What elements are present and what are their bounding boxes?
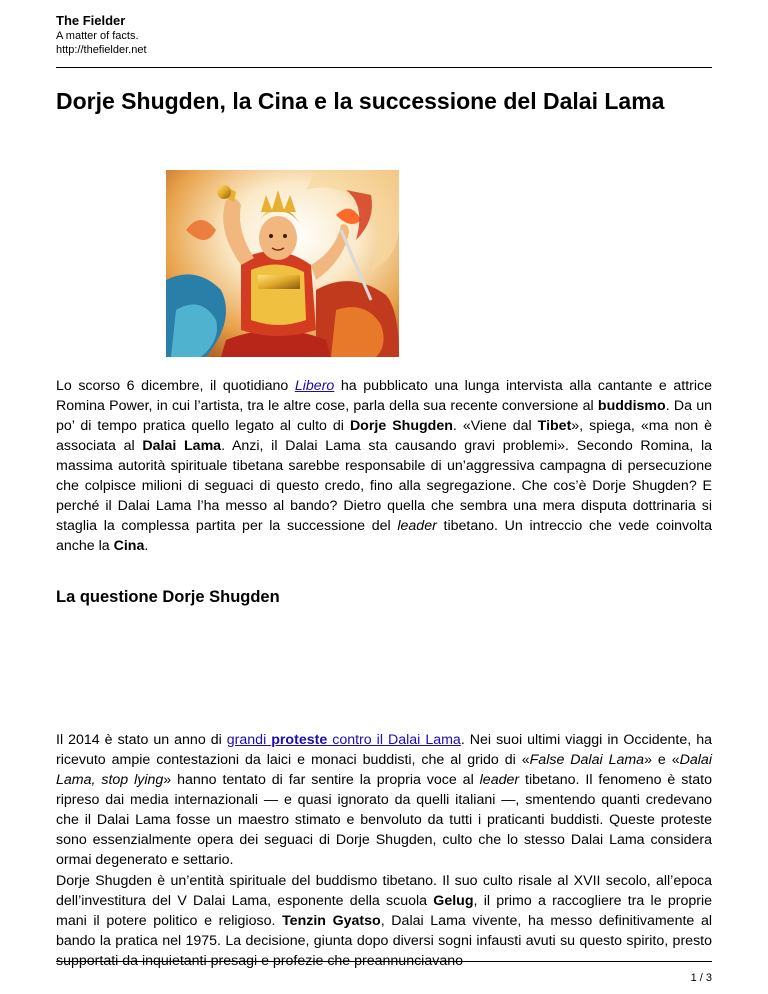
italic-leader: leader: [397, 518, 437, 534]
article-hero-image: [166, 170, 399, 357]
text-run: . Nei suoi ultimi viaggi in Occidente, ha ricevuto ampie contestazioni da laici e monaci buddisti, che al grido di «: [56, 732, 712, 768]
section-heading: La questione Dorje Shugden: [56, 588, 280, 606]
site-url: http://thefielder.net: [56, 44, 147, 56]
text-run: , il primo a raccogliere tra le proprie mani il potere politico e religioso.: [56, 893, 712, 929]
italic-stop-lying: Dalai Lama, stop lying: [56, 752, 712, 788]
link-text-bold: proteste: [271, 732, 328, 748]
text-run: Lo scorso 6 dicembre, il quotidiano: [56, 378, 295, 394]
text-run: » e «: [644, 752, 680, 768]
dorje-shugden-statue-image: [166, 170, 399, 357]
libero-link[interactable]: Libero: [294, 378, 335, 394]
protests-link[interactable]: [227, 732, 461, 748]
text-run: ha pubblicato una lunga intervista alla cantante e attrice Romina Power, in cui l’artista, tra le altre cose, parla della sua recente conversione al: [56, 378, 712, 414]
header-divider: [56, 67, 712, 68]
text-run: . Da un po’ di tempo pratica quello legato al culto di: [56, 398, 712, 434]
text-run: Il 2014 è stato un anno di: [56, 732, 227, 748]
text-run: » hanno tentato di far sentire la propria voce al: [163, 772, 480, 788]
bold-gelug: Gelug: [433, 893, 474, 909]
paragraph-intro: [56, 376, 712, 556]
paragraph-history: [56, 871, 712, 971]
text-run: », spiega, «ma non è associata al: [56, 418, 712, 454]
page-number: 1 / 3: [690, 972, 712, 984]
paragraph-protests: [56, 730, 712, 870]
text-run: . «Viene dal: [452, 418, 538, 434]
text-run: . Anzi, il Dalai Lama sta causando gravi problemi». Secondo Romina, la massima autorità spirituale tibetana sarebbe responsabile di un’aggressiva campagna di persecuzione che colpisce milioni di seguaci di questo credo, fino alla segregazione. Che cos’è Dorje Shugden? E perché il Dalai Lama l’ha messo al bando? Dietro quella che sembra una mera disputa dottrinaria si staglia la complessa partita per la successione del: [56, 438, 712, 534]
article-title: Dorje Shugden, la Cina e la successione del Dalai Lama: [56, 88, 665, 114]
bold-cina: Cina: [113, 538, 145, 554]
link-text: contro il Dalai Lama: [327, 732, 461, 748]
text-run: tibetano. Il fenomeno è stato ripreso dai media internazionali — e quasi ignorato da quelli italiani —, smentendo quanti credevano che il Dalai Lama fosse un maestro stimato e benvoluto da tutti i praticanti buddisti. Queste proteste sono essenzialmente opera dei seguaci di Dorje Shugden, culto che lo stesso Dalai Lama considera ormai degenerato e settario.: [56, 772, 713, 868]
site-name: The Fielder: [56, 13, 126, 28]
text-run: , Dalai Lama vivente, ha messo definitivamente al bando la pratica nel 1975. La decisione, giunta dopo diversi sogni infausti avuti su questo spirito, presto supportati da inquietanti presagi e profezie che preannunciavano: [56, 913, 712, 969]
text-run: .: [144, 538, 149, 554]
footer-divider: [56, 961, 712, 962]
bold-tibet: Tibet: [537, 418, 572, 434]
link-text: grandi: [226, 732, 272, 748]
italic-false-dalai-lama: False Dalai Lama: [529, 752, 645, 768]
bold-buddismo: buddismo: [597, 398, 666, 414]
bold-dalai-lama: Dalai Lama: [142, 438, 222, 454]
italic-leader: leader: [479, 772, 520, 788]
site-header: [56, 13, 712, 57]
text-run: Dorje Shugden è un’entità spirituale del buddismo tibetano. Il suo culto risale al XVII secolo, all’epoca dell’investitura del V Dalai Lama, esponente della scuola: [56, 873, 712, 909]
bold-tenzin-gyatso: Tenzin Gyatso: [282, 913, 381, 929]
bold-dorje-shugden: Dorje Shugden: [349, 418, 453, 434]
text-run: tibetano. Un intreccio che vede coinvolta anche la: [56, 518, 712, 554]
site-tagline: A matter of facts.: [56, 30, 139, 42]
